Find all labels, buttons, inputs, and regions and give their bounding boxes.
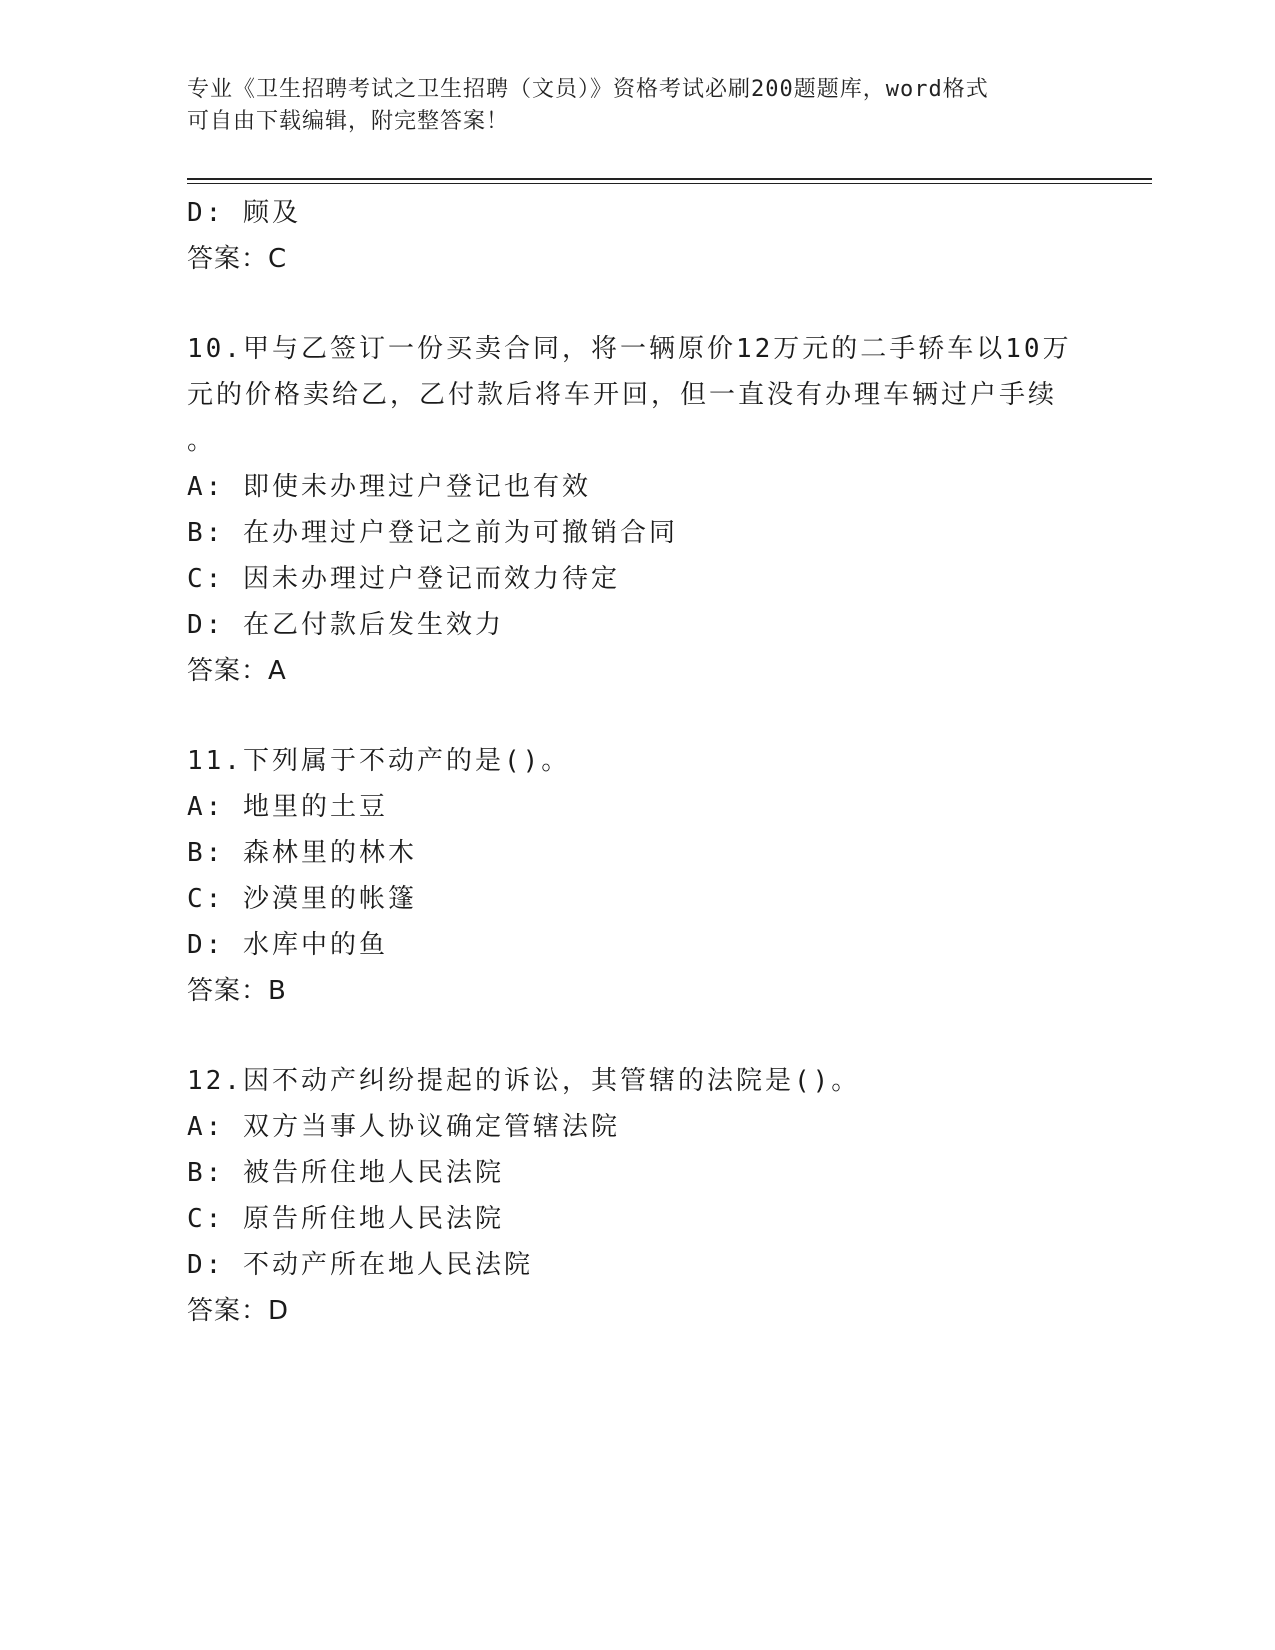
question-10-option-b: B: 在办理过户登记之前为可撤销合同 [187,518,678,548]
question-10-option-d: D: 在乙付款后发生效力 [187,610,504,640]
question-12-answer: 答案：D [187,1296,290,1326]
question-11-option-a: A: 地里的土豆 [187,792,388,822]
header-line-2: 可自由下载编辑，附完整答案！ [187,109,510,134]
question-11-option-c: C: 沙漠里的帐篷 [187,884,417,914]
spacer [187,694,1087,738]
question-11-option-d: D: 水库中的鱼 [187,930,388,960]
question-12-text: 12.因不动产纠纷提起的诉讼，其管辖的法院是()。 [187,1066,861,1096]
question-10-option-c: C: 因未办理过户登记而效力待定 [187,564,620,594]
question-10-option-a: A: 即使未办理过户登记也有效 [187,472,591,502]
question-11-option-b: B: 森林里的林木 [187,838,417,868]
prev-option-d: D: 顾及 [187,198,301,228]
question-12-option-a: A: 双方当事人协议确定管辖法院 [187,1112,620,1142]
question-10-answer: 答案：A [187,656,287,686]
question-12-option-c: C: 原告所住地人民法院 [187,1204,504,1234]
question-11-text: 11.下列属于不动产的是()。 [187,746,571,776]
question-list [187,190,1087,1334]
header-line-1: 专业《卫生招聘考试之卫生招聘（文员）》资格考试必刷200题题库，word格式 [187,77,989,102]
spacer [187,1014,1087,1058]
question-12-option-d: D: 不动产所在地人民法院 [187,1250,533,1280]
document-header [187,74,1087,138]
header-divider [187,178,1152,184]
question-10-text-line-3: 。 [187,426,217,456]
prev-answer: 答案：C [187,244,288,274]
question-10 [187,326,1087,694]
question-12-option-b: B: 被告所住地人民法院 [187,1158,504,1188]
question-10-text-line-1: 10.甲与乙签订一份买卖合同，将一辆原价12万元的二手轿车以10万 [187,334,1072,364]
question-10-text-line-2: 元的价格卖给乙，乙付款后将车开回，但一直没有办理车辆过户手续 [187,380,1058,410]
question-11 [187,738,1087,1014]
spacer [187,282,1087,326]
question-11-answer: 答案：B [187,976,287,1006]
question-12 [187,1058,1087,1334]
